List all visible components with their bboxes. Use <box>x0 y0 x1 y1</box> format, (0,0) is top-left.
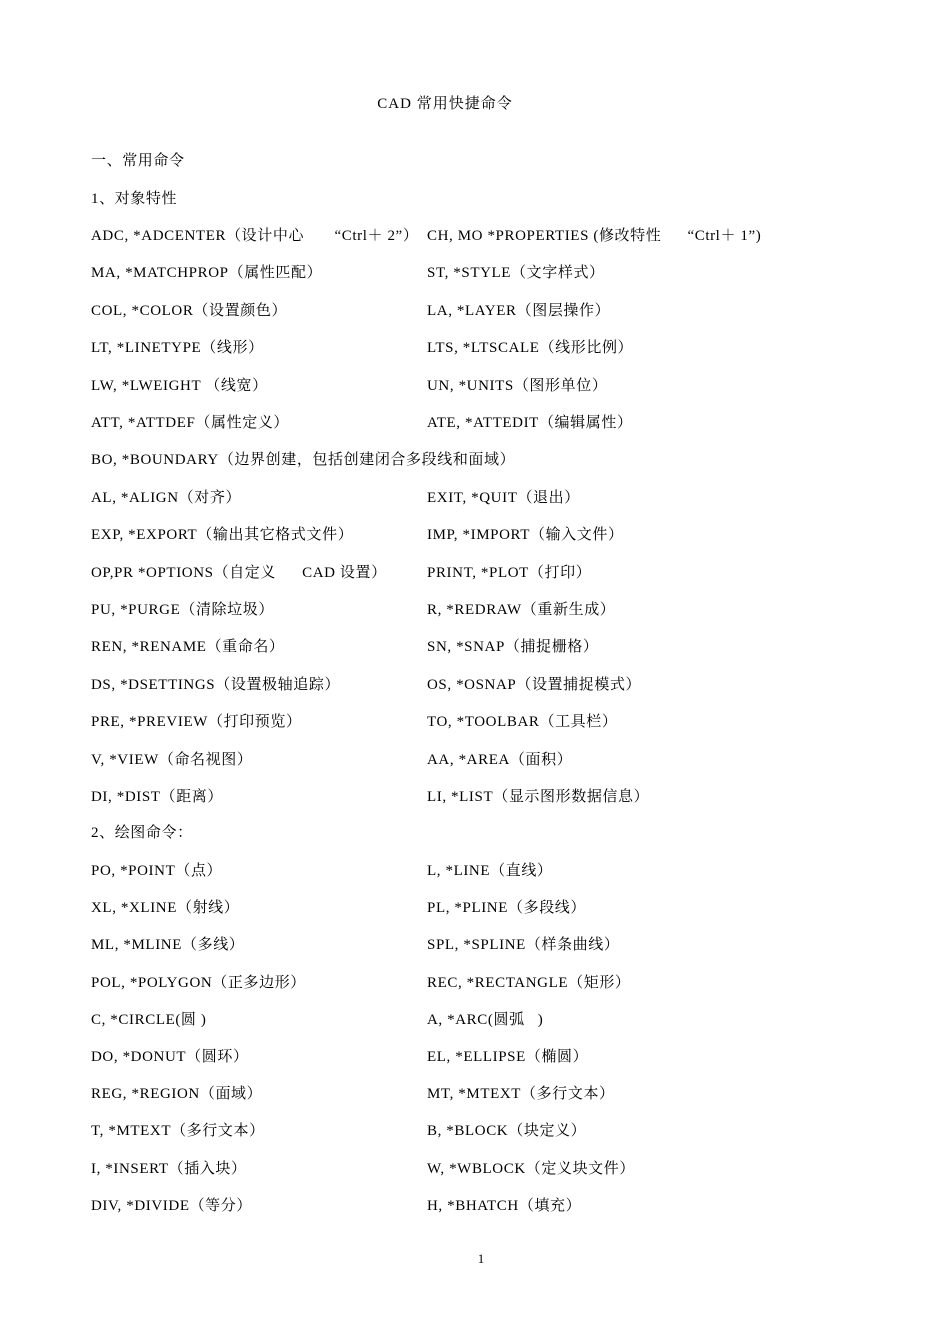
command-right: ATE, *ATTEDIT（编辑属性） <box>427 415 633 431</box>
command-row <box>91 302 851 320</box>
command-left: ADC, *ADCENTER（设计中心 “Ctrl＋ 2”） <box>91 228 419 244</box>
command-left: DO, *DONUT（圆环） <box>91 1049 249 1065</box>
command-row <box>91 1085 851 1103</box>
command-left: AL, *ALIGN（对齐） <box>91 489 242 506</box>
command-right: R, *REDRAW（重新生成） <box>427 602 616 618</box>
command-left: BO, *BOUNDARY（边界创建，包括创建闭合多段线和面域） <box>91 452 516 469</box>
document-title: CAD 常用快捷命令 <box>377 96 513 112</box>
command-left: XL, *XLINE（射线） <box>91 900 240 917</box>
command-right: LTS, *LTSCALE（线形比例） <box>427 340 634 357</box>
command-row <box>91 788 851 806</box>
command-right: PL, *PLINE（多段线） <box>427 900 587 917</box>
page-number: 1 <box>477 1251 485 1266</box>
command-left: DIV, *DIVIDE（等分） <box>91 1197 252 1214</box>
command-row <box>91 936 851 954</box>
command-left: PU, *PURGE（清除垃圾） <box>91 602 274 618</box>
command-left: I, *INSERT（插入块） <box>91 1160 247 1177</box>
command-row <box>91 339 851 357</box>
command-left: V, *VIEW（命名视图） <box>91 751 253 768</box>
command-left: OP,PR *OPTIONS（自定义 CAD 设置） <box>91 564 387 581</box>
command-row <box>91 713 851 731</box>
command-right: SPL, *SPLINE（样条曲线） <box>427 937 620 954</box>
command-right: LI, *LIST（显示图形数据信息） <box>427 789 650 805</box>
command-right: EXIT, *QUIT（退出） <box>427 489 580 506</box>
command-left: REG, *REGION（面域） <box>91 1086 263 1103</box>
command-right: H, *BHATCH（填充） <box>427 1197 582 1214</box>
command-right: A, *ARC(圆弧 ) <box>427 1011 544 1028</box>
command-row <box>91 1122 851 1140</box>
command-right: SN, *SNAP（捕捉栅格） <box>427 639 599 656</box>
command-right: EL, *ELLIPSE（椭圆） <box>427 1049 589 1065</box>
command-row <box>91 227 851 245</box>
command-right: B, *BLOCK（块定义） <box>427 1123 587 1140</box>
command-row <box>91 638 851 656</box>
command-left: ML, *MLINE（多线） <box>91 937 245 954</box>
command-row <box>91 1160 851 1178</box>
command-row <box>91 489 851 507</box>
command-right: CH, MO *PROPERTIES (修改特性 “Ctrl＋ 1”) <box>427 228 762 244</box>
command-right: MT, *MTEXT（多行文本） <box>427 1086 615 1103</box>
command-left: LW, *LWEIGHT （线宽） <box>91 377 268 394</box>
section-heading: 一、常用命令 <box>91 153 185 169</box>
command-row <box>91 751 851 769</box>
command-row <box>91 676 851 694</box>
command-row <box>91 264 851 282</box>
command-right: OS, *OSNAP（设置捕捉模式） <box>427 676 642 693</box>
command-right: L, *LINE（直线） <box>427 863 553 879</box>
command-left: DS, *DSETTINGS（设置极轴追踪） <box>91 676 341 693</box>
command-row <box>91 1011 851 1029</box>
command-left: T, *MTEXT（多行文本） <box>91 1123 265 1140</box>
command-left: MA, *MATCHPROP（属性匹配） <box>91 265 323 282</box>
command-right: TO, *TOOLBAR（工具栏） <box>427 714 618 731</box>
command-right: LA, *LAYER（图层操作） <box>427 302 611 319</box>
command-right: REC, *RECTANGLE（矩形） <box>427 974 631 991</box>
command-left: EXP, *EXPORT（输出其它格式文件） <box>91 527 354 544</box>
command-left: COL, *COLOR（设置颜色） <box>91 302 288 319</box>
command-row <box>91 377 851 395</box>
command-left: DI, *DIST（距离） <box>91 789 223 805</box>
command-left: ATT, *ATTDEF（属性定义） <box>91 415 290 431</box>
command-row <box>91 862 851 880</box>
subsection-heading-drawing-commands: 2、绘图命令： <box>91 825 193 841</box>
command-left: PO, *POINT（点） <box>91 863 223 879</box>
command-right: PRINT, *PLOT（打印） <box>427 564 592 581</box>
command-right: ST, *STYLE（文字样式） <box>427 265 605 282</box>
command-row <box>91 451 851 469</box>
command-right: W, *WBLOCK（定义块文件） <box>427 1160 635 1177</box>
command-row <box>91 564 851 582</box>
command-left: POL, *POLYGON（正多边形） <box>91 974 306 991</box>
command-row <box>91 526 851 544</box>
command-right: AA, *AREA（面积） <box>427 751 573 768</box>
command-left: C, *CIRCLE(圆 ) <box>91 1011 207 1028</box>
command-row <box>91 414 851 432</box>
command-left: PRE, *PREVIEW（打印预览） <box>91 714 302 731</box>
command-right: IMP, *IMPORT（输入文件） <box>427 527 624 544</box>
subsection-heading-object-properties: 1、对象特性 <box>91 191 178 207</box>
command-left: LT, *LINETYPE（线形） <box>91 340 264 357</box>
command-row <box>91 601 851 619</box>
command-right: UN, *UNITS（图形单位） <box>427 377 608 394</box>
command-left: REN, *RENAME（重命名） <box>91 639 285 656</box>
command-row <box>91 1197 851 1215</box>
command-row <box>91 974 851 992</box>
command-row <box>91 899 851 917</box>
command-row <box>91 1048 851 1066</box>
